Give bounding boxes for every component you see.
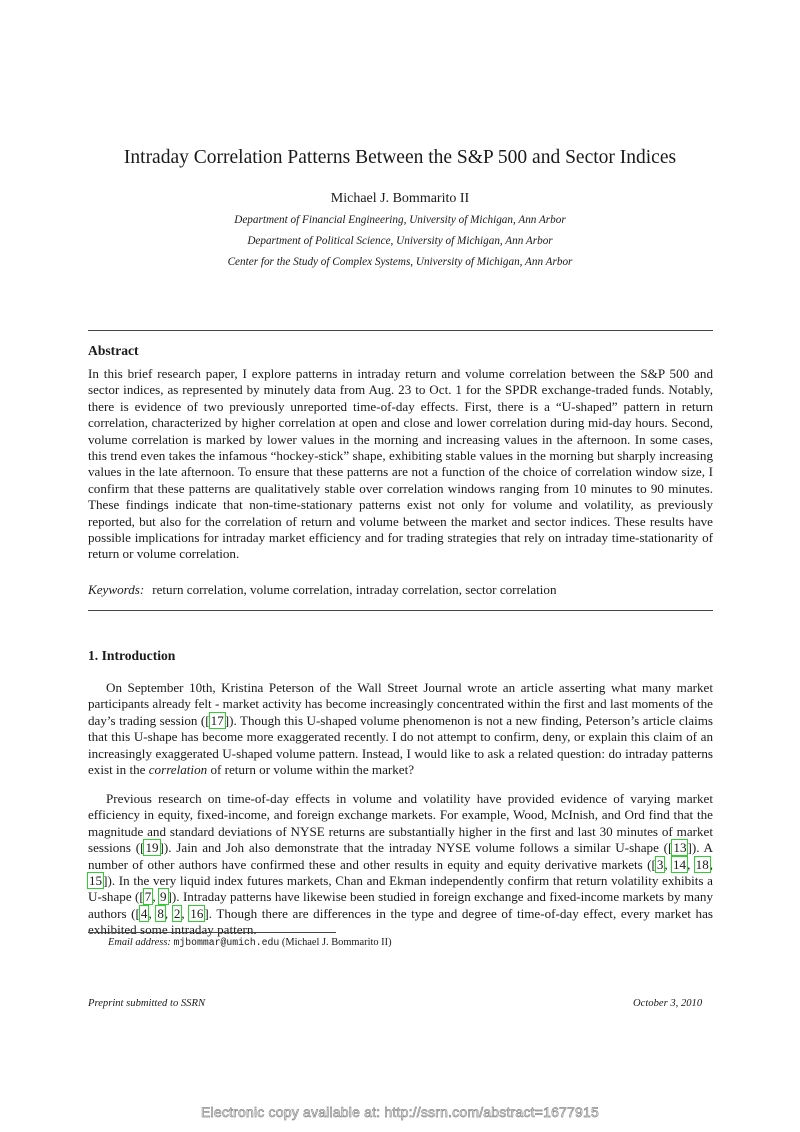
footnote-name: (Michael J. Bommarito II) (281, 937, 392, 948)
affiliation-3: Center for the Study of Complex Systems, University of Michigan, Ann Arbor (227, 256, 573, 268)
keywords-text: return correlation, volume correlation, intraday correlation, sector correlation (152, 582, 557, 597)
footnote-label: Email address: (108, 937, 171, 948)
citation-link[interactable]: 2 (173, 905, 181, 921)
citation-separator: , (148, 905, 157, 921)
citation-separator: , (181, 905, 190, 921)
ssrn-watermark: Electronic copy available at: http://ssrn.com/abstract=1677915 (200, 1104, 599, 1120)
intro-p1-text-c: of return or volume within the market? (207, 762, 415, 778)
abstract-top-rule (88, 330, 713, 331)
citation-link[interactable]: 18 (695, 856, 709, 872)
affiliation-2: Department of Political Science, University of Michigan, Ann Arbor (247, 235, 553, 247)
citation-separator: , (164, 905, 173, 921)
email-link[interactable]: mjbommar@umich.edu (173, 937, 280, 948)
abstract-text: In this brief research paper, I explore patterns in intraday return and volume correlation between the S&P 500 and sector indices, as represented by minutely data from Aug. 23 to Oct. 1 for the SPDR exchange-traded funds. Notably, there is evidence of two previously unreported time-of-day effects. First, there is a “U-shaped” pattern in return correlation, characterized by higher correlation at open and close and lower correlation during mid-day hours. Second, volume correlation is marked by lower values in the morning and increasing values in the afternoon. In some cases, this trend even takes the infamous “hockey-stick” shape, exhibiting stable values in the morning but sharply increasing values in the late afternoon. To ensure that these patterns are not a function of the choice of correlation window size, I confirm that these patterns are qualitatively stable over correlation windows ranging from 10 minutes to 90 minutes. These findings indicate that non-time-stationary patterns exist not only for volume and volatility, as previously reported, but also for the correlation of return and volume between the market and sector indices. These results have possible implications for intraday market efficiency and for trading strategies that rely on intraday time-stationarity of return or volume correlation. (88, 366, 713, 562)
citation-link[interactable]: 9 (160, 889, 167, 905)
affiliation-1: Department of Financial Engineering, University of Michigan, Ann Arbor (234, 214, 566, 226)
citation-link[interactable]: 17 (210, 712, 224, 728)
abstract-heading: Abstract (88, 343, 139, 358)
citation-link[interactable]: 15 (89, 873, 103, 889)
intro-p2-text-a: Previous research on time-of-day effects in volume and volatility have provided evidence of varying market efficiency in equity, fixed-income, and foreign exchange markets. For example, Wood, McInish, and Ord find that the magnitude and standard deviations of NYSE returns are substantially higher in the first and last 30 minutes of market sessions ([ (88, 791, 713, 856)
intro-paragraph-1 (88, 680, 713, 778)
footnote (108, 937, 392, 948)
intro-p1-emphasis: correlation (148, 762, 208, 778)
footer-right: October 3, 2010 (633, 998, 703, 1009)
citation-link[interactable]: 7 (144, 889, 152, 905)
footer-left: Preprint submitted to SSRN (88, 998, 206, 1009)
keywords (88, 582, 713, 598)
citation-link[interactable]: 14 (672, 856, 687, 872)
intro-p2-text-e: ]). Intraday patterns have likewise been studied in foreign exchange and fixed-income markets by many authors ([ (88, 889, 714, 921)
intro-p2-text-d: ]). In the very liquid index futures markets, Chan and Ekman independently confirm that return volatility exhibits a U-shape ([ (88, 873, 713, 905)
intro-p1-text-b: ]). Though this U-shaped volume phenomenon is not a new finding, Peterson’s article claims that this U-shape has become more exaggerated recently. I do not attempt to confirm, deny, or explain this claim of an increasingly exaggerated U-shaped volume pattern. Instead, I would like to ask a related question: do intraday patterns exist in the (88, 712, 713, 778)
abstract-bottom-rule (88, 610, 713, 611)
intro-paragraph-2 (88, 791, 713, 939)
keywords-label: Keywords: (88, 582, 145, 597)
footnote-rule (88, 932, 336, 933)
citation-separator: , (152, 889, 159, 905)
intro-p1-text-a: On September 10th, Kristina Peterson of the Wall Street Journal wrote an article asserting what many market participants already felt - market activity has become increasingly concentrated within the first and last moments of the day’s trading session ([ (88, 680, 713, 728)
citation-separator: , (687, 856, 695, 872)
citation-link[interactable]: 8 (157, 905, 164, 921)
citation-separator: , (664, 856, 672, 872)
citation-separator: , (709, 856, 714, 872)
citation-link[interactable]: 3 (656, 856, 664, 872)
introduction-heading: 1. Introduction (88, 648, 176, 663)
citation-link[interactable]: 16 (190, 905, 204, 921)
intro-p2-text-b: ]). Jain and Joh also demonstrate that the intraday NYSE volume follows a similar U-shape ([ (159, 840, 673, 856)
citation-link[interactable]: 4 (140, 905, 148, 921)
intro-p2-text-f: ]. Though there are differences in the type and degree of time-of-day effect, every market has exhibited some intraday pattern. (88, 905, 713, 938)
intro-p2-text-c: ]). A number of other authors have confirmed these and other results in equity and equity derivative markets ([ (88, 840, 713, 872)
author-name: Michael J. Bommarito II (330, 191, 470, 206)
citation-link[interactable]: 19 (145, 840, 159, 856)
citation-link[interactable]: 13 (673, 840, 687, 856)
paper-title: Intraday Correlation Patterns Between the S&P 500 and Sector Indices (123, 147, 677, 168)
